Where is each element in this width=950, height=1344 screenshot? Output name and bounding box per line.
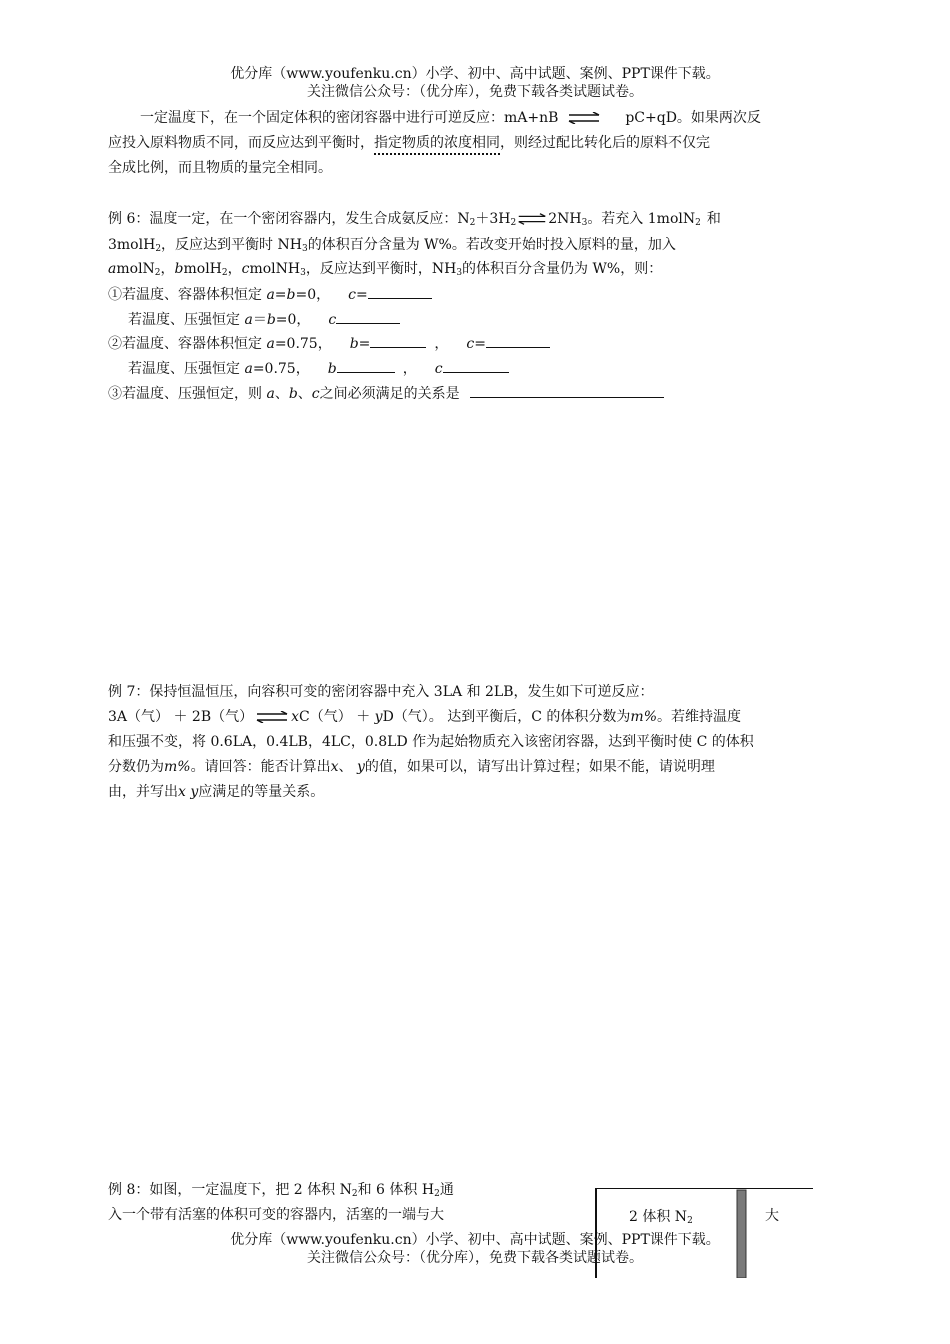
answer-blank[interactable] xyxy=(336,309,400,324)
ex6-line-2: 3molH$_2$，反应达到平衡时 $NH_3$的体积百分含量为 W%。若改变开始时投入原料的量，加入 xyxy=(108,237,676,254)
ex6-question-1: ①若温度、容器体积恒定 a=b=0， c= xyxy=(108,284,432,305)
intro-text: 一定温度下，在一个固定体积的密闭容器中进行可逆反应：mA+nB xyxy=(140,110,559,126)
ex7-line-3: 和压强不变，将 0.6LA，0.4LB，4LC，0.8LD 作为起始物质充入该密闭容器，达到平衡时使 C 的体积 xyxy=(108,734,754,750)
intro-line-2 xyxy=(108,133,710,153)
atmosphere-label: 大 xyxy=(765,1208,779,1224)
ex6-question-2: 若温度、压强恒定 a＝b=0， c xyxy=(128,309,400,330)
emphasis-text: 指定物质的浓度相同 xyxy=(374,135,500,151)
answer-blank[interactable] xyxy=(370,333,426,348)
answer-blank[interactable] xyxy=(368,284,432,299)
reversible-arrow-icon xyxy=(255,711,289,723)
intro-text: 应投入原料物质不同，而反应达到平衡时， xyxy=(108,135,374,151)
ex6-line-1: 例 6：温度一定，在一个密闭容器内，发生合成氨反应：$N_2+3H_2$ $2NH_3$。若充入 1molN$_2$ 和 xyxy=(108,211,721,228)
answer-blank[interactable] xyxy=(337,358,395,373)
intro-line-3: 全成比例，而且物质的量完全相同。 xyxy=(108,160,332,176)
ex6-question-5: ③若温度、压强恒定，则 a、b、c之间必须满足的关系是 xyxy=(108,383,664,404)
ex7-line-1: 例 7：保持恒温恒压，向容积可变的密闭容器中充入 3LA 和 2LB，发生如下可逆反应： xyxy=(108,684,654,700)
ex7-line-5: 由，并写出x y应满足的等量关系。 xyxy=(108,784,325,800)
answer-blank[interactable] xyxy=(443,358,509,373)
header-line-2: 关注微信公众号：（优分库），免费下载各类试题试卷。 xyxy=(307,84,643,100)
ex8-line-1: 例 8：如图，一定温度下，把 2 体积 $N_2$和 6 体积 $H_2$通 xyxy=(108,1182,454,1199)
intro-text: ，则经过配比转化后的原料不仅完 xyxy=(500,135,710,151)
reversible-arrow-icon xyxy=(517,213,547,225)
footer-line-2: 关注微信公众号：（优分库），免费下载各类试题试卷。 xyxy=(307,1250,643,1266)
header-line-1: 优分库（www.youfenku.cn）小学、初中、高中试题、案例、PPT课件下载。 xyxy=(230,66,720,82)
answer-blank[interactable] xyxy=(486,333,550,348)
answer-blank[interactable] xyxy=(470,383,664,398)
intro-text: pC+qD。如果两次反 xyxy=(625,110,761,126)
container-label: 2 体积 $N_2$ xyxy=(629,1209,693,1226)
ex7-line-4: 分数仍为m%。请回答：能否计算出x、 y的值，如果可以，请写出计算过程；如果不能，请说明理 xyxy=(108,759,715,775)
ex7-line-2: 3A（气） ＋ 2B（气） xC（气） ＋ yD（气）。 达到平衡后，C 的体积分数为m%。若维持温度 xyxy=(108,709,741,725)
ex8-line-2: 入一个带有活塞的体积可变的容器内，活塞的一端与大 xyxy=(108,1207,444,1223)
intro-line-1 xyxy=(140,108,761,128)
ex6-question-3: ②若温度、容器体积恒定 a=0.75， b= ， c= xyxy=(108,333,550,354)
ex6-question-4: 若温度、压强恒定 a=0.75， b ， c xyxy=(128,358,509,379)
ex6-line-3: amolN$_2$，bmolH$_2$，cmolNH$_3$，反应达到平衡时，$NH_3$的体积百分含量仍为 W%，则： xyxy=(108,261,663,278)
footer-line-1: 优分库（www.youfenku.cn）小学、初中、高中试题、案例、PPT课件下载。 xyxy=(230,1232,720,1248)
reversible-arrow-icon xyxy=(567,112,601,124)
